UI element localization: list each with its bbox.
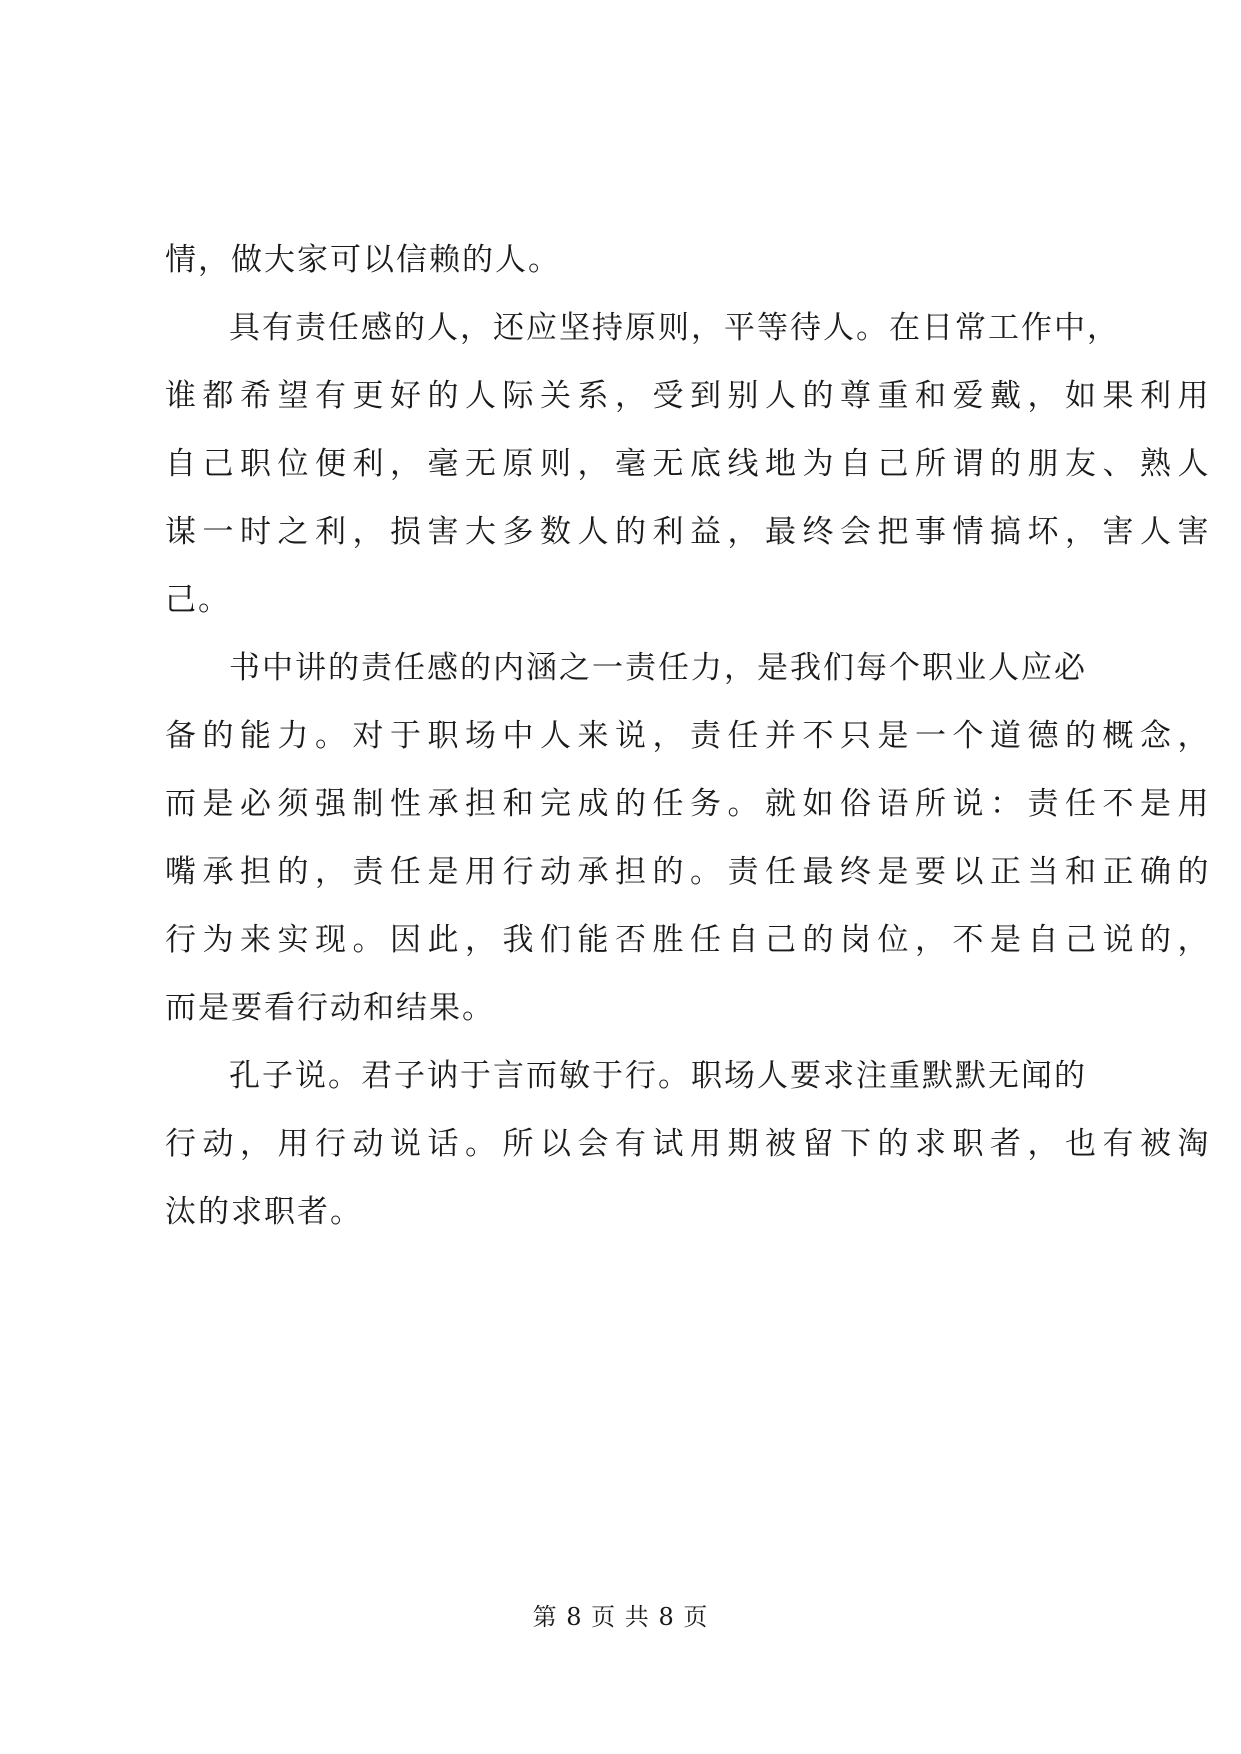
text-line: 己。: [165, 582, 231, 618]
text-line: 具有责任感的人，还应坚持原则，平等待人。在日常工作中，: [229, 310, 1120, 346]
document-body: [165, 226, 1215, 1246]
text-line: 而是要看行动和结果。: [165, 990, 495, 1026]
page-footer: [0, 1602, 1241, 1632]
text-line: 书中讲的责任感的内涵之一责任力，是我们每个职业人应必: [229, 650, 1087, 686]
text-line: 行动，用行动说话。所以会有试用期被留下的求职者，也有被淘: [165, 1126, 1215, 1162]
text-line: 行为来实现。因此，我们能否胜任自己的岗位，不是自己说的，: [165, 922, 1215, 958]
text-line: 自己职位便利，毫无原则，毫无底线地为自己所谓的朋友、熟人: [165, 446, 1215, 482]
text-line: 嘴承担的，责任是用行动承担的。责任最终是要以正当和正确的: [165, 854, 1215, 890]
text-line: 备的能力。对于职场中人来说，责任并不只是一个道德的概念，: [165, 718, 1215, 754]
text-line: 孔子说。君子讷于言而敏于行。职场人要求注重默默无闻的: [229, 1058, 1087, 1094]
page-number-label: 第 8 页 共 8 页: [532, 1603, 709, 1631]
text-line: 谋一时之利，损害大多数人的利益，最终会把事情搞坏，害人害: [165, 514, 1215, 550]
text-line: 而是必须强制性承担和完成的任务。就如俗语所说：责任不是用: [165, 786, 1215, 822]
text-line: 汰的求职者。: [165, 1194, 363, 1230]
text-line: 情，做大家可以信赖的人。: [165, 242, 561, 278]
text-line: 谁都希望有更好的人际关系，受到别人的尊重和爱戴，如果利用: [165, 378, 1215, 414]
